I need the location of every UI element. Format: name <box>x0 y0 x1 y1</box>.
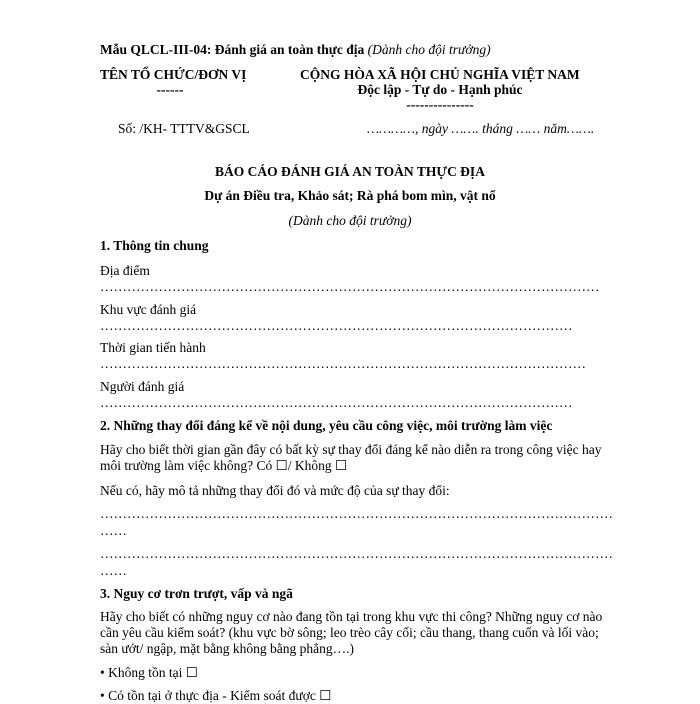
document-date: …………, ngày ……. tháng …… năm……. <box>367 121 595 136</box>
change-description-field-1[interactable]: …………………………………………………………………………………………………… <box>100 506 613 521</box>
section3-question-line1: Hãy cho biết có những nguy cơ nào đang tồn tại trong khu vực thi công? Những nguy cơ nào <box>100 609 603 624</box>
change-description-field-2[interactable]: …………………………………………………………………………………………………… <box>100 546 613 561</box>
section3-question-line3: sàn ướt/ ngập, mặt bằng không bằng phẳng….) <box>100 641 355 656</box>
title-note: (Dành cho đội trưởng) <box>288 213 412 228</box>
nation-rule: --------------- <box>406 97 474 112</box>
document-number: Số: /KH- TTTV&GSCL <box>118 121 250 136</box>
project-title: Dự án Điều tra, Khảo sát; Rà phá bom mìn, vật nổ <box>204 188 496 203</box>
form-code-note: (Dành cho đội trưởng) <box>367 42 491 57</box>
section2-question-line1: Hãy cho biết thời gian gần đây có bất kỳ sự thay đổi đáng kể nào diễn ra trong công việc hay <box>100 442 602 457</box>
section2-describe: Nếu có, hãy mô tả những thay đổi đó và mức độ của sự thay đổi: <box>100 483 450 498</box>
time-field[interactable]: ……………………………………………………………………………………………… <box>100 356 586 371</box>
form-code-line <box>100 41 491 58</box>
option-not-exist[interactable]: • Không tồn tại ☐ <box>100 665 198 680</box>
area-label: Khu vực đánh giá <box>100 302 197 317</box>
org-name: TÊN TỔ CHỨC/ĐƠN VỊ <box>100 67 247 82</box>
change-description-field-2b[interactable]: …… <box>100 563 127 578</box>
change-description-field-1b[interactable]: …… <box>100 523 127 538</box>
section2-question-line2: môi trường làm việc không? Có ☐/ Không ☐ <box>100 458 348 473</box>
form-code: Mẫu QLCL-III-04: Đánh giá an toàn thực địa <box>100 42 365 57</box>
section3-heading: 3. Nguy cơ trơn trượt, vấp và ngã <box>100 586 293 601</box>
report-title: BÁO CÁO ĐÁNH GIÁ AN TOÀN THỰC ĐỊA <box>215 164 485 179</box>
assessor-field[interactable]: …………………………………………………………………………………………… <box>100 395 573 410</box>
section2-heading: 2. Những thay đổi đáng kể về nội dung, yêu cầu công việc, môi trường làm việc <box>100 418 553 433</box>
location-label: Địa điểm <box>100 263 150 278</box>
section1-heading: 1. Thông tin chung <box>100 238 209 253</box>
nation-name: CỘNG HÒA XÃ HỘI CHỦ NGHĨA VIỆT NAM <box>300 67 580 82</box>
org-rule: ------ <box>156 82 184 97</box>
section3-question-line2: cần yêu cầu kiểm soát? (khu vực bờ sông; leo trèo cây cối; cầu thang, thang cuốn và lối vào; <box>100 625 599 640</box>
assessor-label: Người đánh giá <box>100 379 185 394</box>
location-field[interactable]: ………………………………………………………………………………………………… <box>100 279 600 294</box>
option-exist-controlled[interactable]: • Có tồn tại ở thực địa - Kiểm soát được ☐ <box>100 688 332 703</box>
area-field[interactable]: …………………………………………………………………………………………… <box>100 318 573 333</box>
time-label: Thời gian tiến hành <box>100 340 206 355</box>
nation-motto: Độc lập - Tự do - Hạnh phúc <box>357 82 523 97</box>
